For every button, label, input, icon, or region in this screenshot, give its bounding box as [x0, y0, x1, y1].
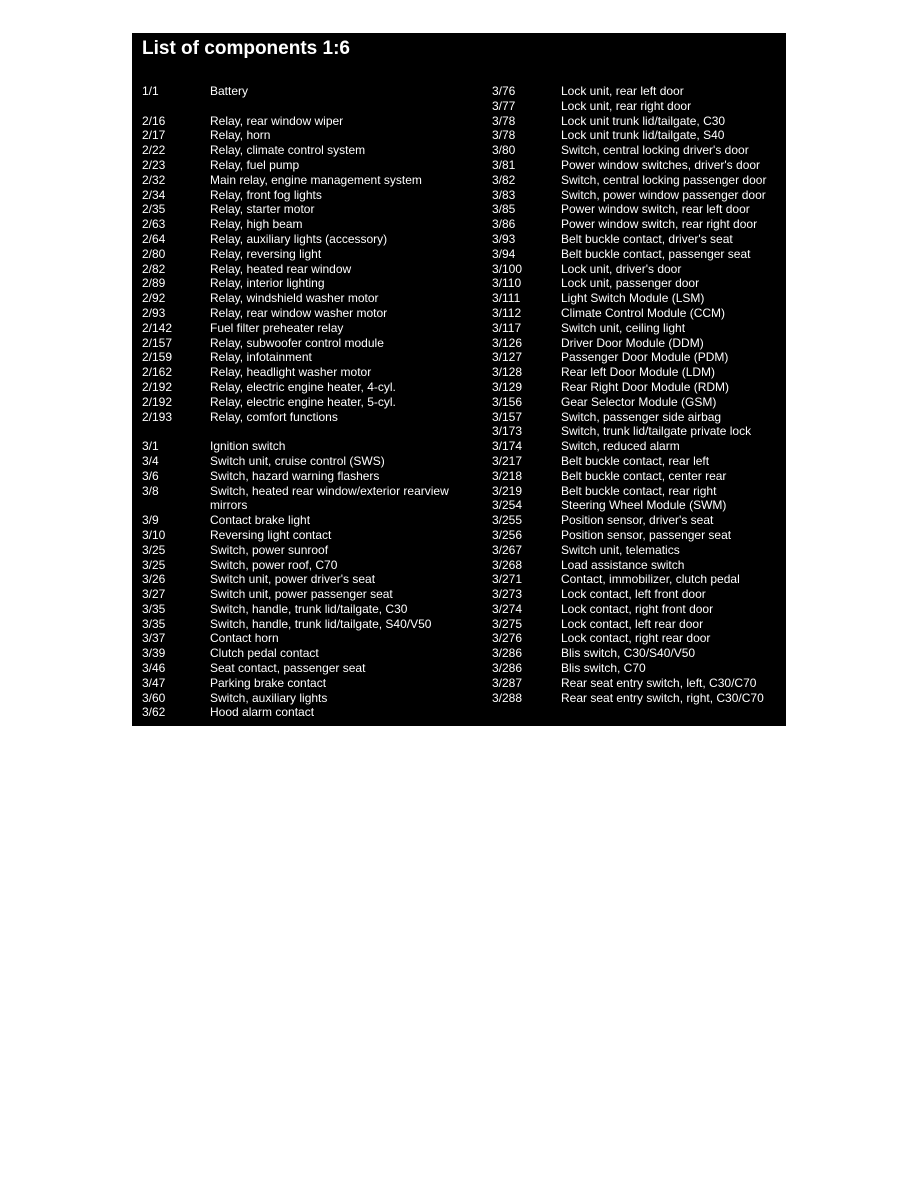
- component-row: [492, 321, 786, 336]
- component-row: [492, 691, 786, 706]
- component-description: Relay, auxiliary lights (accessory): [210, 231, 388, 246]
- component-description: Reversing light contact: [210, 527, 332, 542]
- component-row: [142, 217, 472, 232]
- component-description: Switch, auxiliary lights: [210, 690, 328, 705]
- component-description: Relay, rear window wiper: [210, 113, 344, 128]
- component-row: [142, 646, 472, 661]
- component-number: 3/62: [142, 705, 166, 720]
- component-row: [492, 395, 786, 410]
- component-description: Climate Control Module (CCM): [561, 305, 726, 320]
- component-row: [492, 247, 786, 262]
- component-number: 3/254: [492, 498, 523, 513]
- component-description: Switch, handle, trunk lid/tailgate, S40/V50: [210, 616, 432, 631]
- component-number: 2/17: [142, 128, 166, 143]
- component-number: 2/16: [142, 113, 166, 128]
- component-number: 3/6: [142, 468, 159, 483]
- component-number: 3/268: [492, 557, 523, 572]
- component-row: [142, 395, 472, 410]
- component-description: Relay, rear window washer motor: [210, 305, 388, 320]
- component-row: [492, 276, 786, 291]
- component-row: [492, 380, 786, 395]
- component-row: [492, 424, 786, 439]
- component-row: [492, 262, 786, 277]
- component-row: [142, 528, 472, 543]
- component-row: [492, 202, 786, 217]
- component-description: Switch, central locking driver's door: [561, 143, 749, 158]
- left-column: [142, 84, 472, 720]
- component-row: [492, 587, 786, 602]
- component-number: 3/78: [492, 128, 516, 143]
- component-row: [492, 513, 786, 528]
- component-number: 3/26: [142, 572, 166, 587]
- component-number: 3/275: [492, 616, 523, 631]
- component-row: [492, 631, 786, 646]
- component-number: 2/34: [142, 187, 166, 202]
- component-row: [142, 365, 472, 380]
- component-description: Lock unit trunk lid/tailgate, S40: [561, 128, 725, 143]
- component-number: 3/255: [492, 513, 523, 528]
- component-row: [492, 528, 786, 543]
- component-description: Relay, fuel pump: [210, 157, 300, 172]
- component-description: Lock unit, driver's door: [561, 261, 682, 276]
- component-row: [142, 691, 472, 706]
- component-number: 2/93: [142, 305, 166, 320]
- component-number: 3/1: [142, 439, 159, 454]
- component-number: 3/27: [142, 587, 166, 602]
- component-number: 3/129: [492, 379, 523, 394]
- component-description: Lock unit trunk lid/tailgate, C30: [561, 113, 726, 128]
- component-description: Switch, power window passenger door: [561, 187, 766, 202]
- component-description: Belt buckle contact, center rear: [561, 468, 727, 483]
- component-description: Lock unit, passenger door: [561, 276, 700, 291]
- component-number: 3/286: [492, 661, 523, 676]
- component-row: [492, 336, 786, 351]
- component-description: Lock contact, right front door: [561, 601, 714, 616]
- component-row: [142, 380, 472, 395]
- component-number: 3/94: [492, 246, 516, 261]
- component-number: 3/156: [492, 394, 523, 409]
- component-row: [142, 631, 472, 646]
- component-description: Relay, infotainment: [210, 350, 312, 365]
- component-row: [492, 128, 786, 143]
- component-description: Blis switch, C70: [561, 661, 646, 676]
- component-row: [492, 572, 786, 587]
- component-row: [492, 410, 786, 425]
- component-row: [142, 276, 472, 291]
- component-description: Switch, trunk lid/tailgate private lock: [561, 424, 752, 439]
- component-description: Relay, windshield washer motor: [210, 291, 379, 306]
- component-description: Switch, passenger side airbag: [561, 409, 722, 424]
- component-description: Light Switch Module (LSM): [561, 291, 705, 306]
- component-row: [492, 188, 786, 203]
- component-row: [142, 454, 472, 469]
- component-description: Ignition switch: [210, 439, 286, 454]
- component-row: [142, 661, 472, 676]
- component-number: 3/80: [492, 143, 516, 158]
- component-number: 3/10: [142, 527, 166, 542]
- component-number: 3/111: [492, 291, 521, 306]
- component-number: 3/117: [492, 320, 522, 335]
- component-number: 3/112: [492, 305, 522, 320]
- component-row: [492, 454, 786, 469]
- component-row: [142, 424, 472, 439]
- component-description: Switch, hazard warning flashers: [210, 468, 380, 483]
- component-row: [142, 291, 472, 306]
- component-number: 3/83: [492, 187, 516, 202]
- component-row: [492, 365, 786, 380]
- component-number: 3/77: [492, 98, 516, 113]
- component-number: 3/39: [142, 646, 166, 661]
- component-description: Lock contact, left rear door: [561, 616, 704, 631]
- component-number: 3/25: [142, 557, 166, 572]
- component-description: Relay, reversing light: [210, 246, 322, 261]
- component-number: 2/32: [142, 172, 166, 187]
- component-row: [142, 676, 472, 691]
- component-number: 2/92: [142, 291, 166, 306]
- component-description: Power window switch, rear left door: [561, 202, 750, 217]
- component-description: Relay, interior lighting: [210, 276, 325, 291]
- component-number: 3/217: [492, 453, 523, 468]
- component-number: 2/64: [142, 231, 166, 246]
- component-description: Contact horn: [210, 631, 279, 646]
- component-row: [492, 173, 786, 188]
- component-number: 2/159: [142, 350, 173, 365]
- component-row: [142, 84, 472, 99]
- component-number: 3/219: [492, 483, 523, 498]
- component-number: 3/76: [492, 84, 516, 98]
- component-row: [142, 350, 472, 365]
- component-description: Belt buckle contact, driver's seat: [561, 231, 733, 246]
- component-row: [492, 484, 786, 499]
- component-number: 3/267: [492, 542, 523, 557]
- component-row: [492, 661, 786, 676]
- component-row: [492, 439, 786, 454]
- component-row: [492, 498, 786, 513]
- component-row: [142, 469, 472, 484]
- component-number: 3/174: [492, 439, 523, 454]
- component-row: [142, 498, 472, 513]
- component-number: 3/8: [142, 483, 159, 498]
- component-description: Contact, immobilizer, clutch pedal: [561, 572, 740, 587]
- component-number: 3/276: [492, 631, 523, 646]
- component-description: Relay, horn: [210, 128, 271, 143]
- component-row: [492, 143, 786, 158]
- component-description: Rear Right Door Module (RDM): [561, 379, 730, 394]
- component-number: 2/82: [142, 261, 166, 276]
- component-row: [492, 84, 786, 99]
- component-number: 3/273: [492, 587, 523, 602]
- component-row: [142, 705, 472, 720]
- component-description: Clutch pedal contact: [210, 646, 319, 661]
- component-number: 3/46: [142, 661, 166, 676]
- component-description: Belt buckle contact, rear left: [561, 453, 710, 468]
- component-row: [142, 188, 472, 203]
- component-number: 3/78: [492, 113, 516, 128]
- component-number: 2/22: [142, 143, 166, 158]
- component-row: [142, 114, 472, 129]
- component-description: Power window switches, driver's door: [561, 157, 761, 172]
- component-description: Switch, reduced alarm: [561, 439, 680, 454]
- component-number: 3/60: [142, 690, 166, 705]
- component-number: 3/126: [492, 335, 523, 350]
- component-row: [142, 484, 472, 499]
- component-number: 3/35: [142, 616, 166, 631]
- component-row: [142, 232, 472, 247]
- component-number: 3/274: [492, 601, 523, 616]
- component-number: 3/4: [142, 453, 159, 468]
- component-description: Lock unit, rear right door: [561, 98, 692, 113]
- component-number: 3/173: [492, 424, 523, 439]
- component-row: [142, 572, 472, 587]
- component-row: [492, 617, 786, 632]
- component-number: 3/93: [492, 231, 516, 246]
- component-row: [142, 617, 472, 632]
- component-description: Position sensor, passenger seat: [561, 527, 732, 542]
- component-number: 2/23: [142, 157, 166, 172]
- component-number: 3/271: [492, 572, 523, 587]
- component-description: Belt buckle contact, passenger seat: [561, 246, 751, 261]
- component-row: [142, 247, 472, 262]
- component-row: [142, 513, 472, 528]
- component-number: 2/193: [142, 409, 173, 424]
- component-description: Rear seat entry switch, right, C30/C70: [561, 690, 764, 705]
- component-description: Switch unit, power driver's seat: [210, 572, 376, 587]
- component-description: Position sensor, driver's seat: [561, 513, 714, 528]
- component-description: Switch, power roof, C70: [210, 557, 338, 572]
- component-number: 3/86: [492, 217, 516, 232]
- component-description: Main relay, engine management system: [210, 172, 422, 187]
- component-number: 3/157: [492, 409, 523, 424]
- component-number: 3/128: [492, 365, 523, 380]
- component-description: Switch, power sunroof: [210, 542, 329, 557]
- component-description: Switch unit, cruise control (SWS): [210, 453, 385, 468]
- component-number: 3/100: [492, 261, 523, 276]
- component-row: [142, 587, 472, 602]
- component-row: [142, 262, 472, 277]
- component-description: Relay, high beam: [210, 217, 303, 232]
- component-number: 2/35: [142, 202, 166, 217]
- component-description: Switch unit, power passenger seat: [210, 587, 393, 602]
- component-description: Seat contact, passenger seat: [210, 661, 366, 676]
- component-row: [492, 543, 786, 558]
- component-description: Rear seat entry switch, left, C30/C70: [561, 675, 757, 690]
- right-column: [492, 84, 786, 705]
- component-row: [142, 128, 472, 143]
- component-row: [492, 217, 786, 232]
- component-description: Switch unit, ceiling light: [561, 320, 686, 335]
- component-row: [142, 99, 472, 114]
- component-description: Parking brake contact: [210, 675, 327, 690]
- component-number: 2/192: [142, 379, 173, 394]
- component-description: Steering Wheel Module (SWM): [561, 498, 727, 513]
- component-row: [142, 158, 472, 173]
- component-number: 3/218: [492, 468, 523, 483]
- component-row: [492, 232, 786, 247]
- component-number: 3/85: [492, 202, 516, 217]
- component-description: Driver Door Module (DDM): [561, 335, 704, 350]
- component-description: Hood alarm contact: [210, 705, 315, 720]
- component-row: [142, 602, 472, 617]
- component-number: 3/81: [492, 157, 516, 172]
- component-number: 3/47: [142, 675, 166, 690]
- component-description: Switch, handle, trunk lid/tailgate, C30: [210, 601, 408, 616]
- component-description: Relay, headlight washer motor: [210, 365, 372, 380]
- component-row: [492, 676, 786, 691]
- component-row: [142, 173, 472, 188]
- component-number: 2/192: [142, 394, 173, 409]
- component-row: [492, 350, 786, 365]
- component-description: Switch unit, telematics: [561, 542, 680, 557]
- component-number: 2/142: [142, 320, 173, 335]
- components-panel: [132, 33, 786, 726]
- component-row: [492, 114, 786, 129]
- component-row: [492, 602, 786, 617]
- component-description: mirrors: [210, 498, 248, 513]
- component-row: [492, 306, 786, 321]
- component-description: Lock contact, right rear door: [561, 631, 711, 646]
- component-description: Relay, starter motor: [210, 202, 315, 217]
- component-row: [142, 202, 472, 217]
- component-description: Blis switch, C30/S40/V50: [561, 646, 696, 661]
- component-row: [142, 306, 472, 321]
- component-description: Switch, heated rear window/exterior rearview: [210, 483, 449, 498]
- page-title: List of components 1:6: [142, 38, 350, 59]
- component-number: 3/9: [142, 513, 159, 528]
- component-number: 3/287: [492, 675, 523, 690]
- component-description: Relay, electric engine heater, 5-cyl.: [210, 394, 396, 409]
- component-number: 3/37: [142, 631, 166, 646]
- component-number: 2/162: [142, 365, 173, 380]
- component-number: 2/80: [142, 246, 166, 261]
- component-description: Contact brake light: [210, 513, 311, 528]
- component-row: [492, 158, 786, 173]
- component-description: Lock unit, rear left door: [561, 84, 684, 98]
- component-number: 3/286: [492, 646, 523, 661]
- component-number: 2/63: [142, 217, 166, 232]
- component-row: [492, 558, 786, 573]
- component-description: Relay, climate control system: [210, 143, 366, 158]
- component-description: Gear Selector Module (GSM): [561, 394, 717, 409]
- component-number: 3/25: [142, 542, 166, 557]
- component-description: Fuel filter preheater relay: [210, 320, 344, 335]
- component-row: [142, 439, 472, 454]
- component-number: 1/1: [142, 84, 159, 98]
- component-description: Relay, electric engine heater, 4-cyl.: [210, 379, 396, 394]
- component-number: 3/35: [142, 601, 166, 616]
- component-number: 3/127: [492, 350, 523, 365]
- component-number: 3/288: [492, 690, 523, 705]
- component-number: 2/157: [142, 335, 173, 350]
- component-row: [492, 291, 786, 306]
- component-row: [142, 321, 472, 336]
- component-number: 3/256: [492, 527, 523, 542]
- component-row: [142, 558, 472, 573]
- component-row: [492, 99, 786, 114]
- component-row: [142, 143, 472, 158]
- component-description: Switch, central locking passenger door: [561, 172, 767, 187]
- component-row: [492, 469, 786, 484]
- component-description: Relay, subwoofer control module: [210, 335, 384, 350]
- component-description: Relay, front fog lights: [210, 187, 322, 202]
- component-description: Rear left Door Module (LDM): [561, 365, 716, 380]
- component-description: Passenger Door Module (PDM): [561, 350, 729, 365]
- component-number: 3/110: [492, 276, 522, 291]
- component-number: 2/89: [142, 276, 166, 291]
- component-description: Belt buckle contact, rear right: [561, 483, 717, 498]
- component-number: 3/82: [492, 172, 516, 187]
- component-description: Power window switch, rear right door: [561, 217, 758, 232]
- component-row: [142, 543, 472, 558]
- component-description: Relay, comfort functions: [210, 409, 338, 424]
- component-description: Load assistance switch: [561, 557, 685, 572]
- component-description: Battery: [210, 84, 249, 98]
- component-description: Lock contact, left front door: [561, 587, 706, 602]
- component-row: [142, 410, 472, 425]
- component-description: Relay, heated rear window: [210, 261, 352, 276]
- component-row: [492, 646, 786, 661]
- component-row: [142, 336, 472, 351]
